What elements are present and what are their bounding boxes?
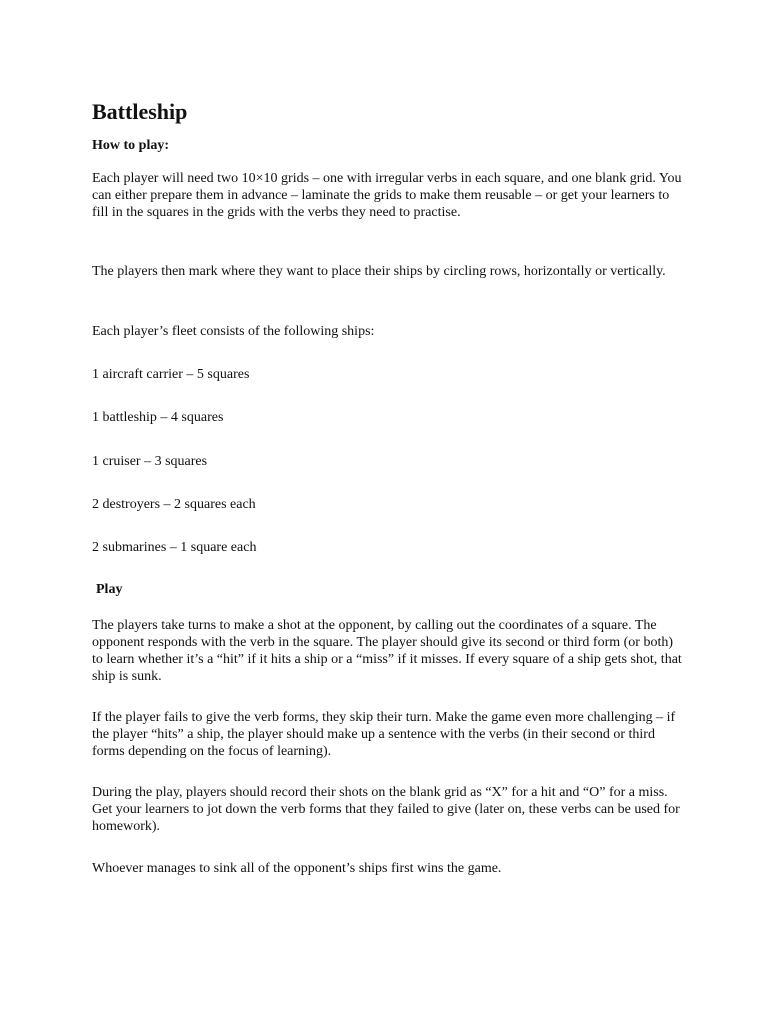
- play-rules-paragraph: The players take turns to make a shot at the opponent, by calling out the coordinates of a square. The opponent responds with the verb in the square. The player should give its second or third form (or both) to learn whether it’s a “hit” if it hits a ship or a “miss” if it misses. If every square of a ship gets shot, that ship is sunk.: [92, 618, 682, 684]
- ship-list-item: 2 destroyers – 2 squares each: [92, 497, 256, 512]
- intro-paragraph: Each player will need two 10×10 grids – one with irregular verbs in each square, and one blank grid. You can either prepare them in advance – laminate the grids to make them reusable – or get your learners to fill in the squares in the grids with the verbs they need to practise.: [92, 171, 682, 220]
- page-title: Battleship: [92, 99, 188, 124]
- play-heading: Play: [96, 582, 123, 597]
- win-condition-paragraph: Whoever manages to sink all of the opponent’s ships first wins the game.: [92, 861, 502, 876]
- ship-list-item: 1 battleship – 4 squares: [92, 410, 224, 425]
- ship-list-item: 1 aircraft carrier – 5 squares: [92, 367, 250, 382]
- ship-list-item: 2 submarines – 1 square each: [92, 540, 257, 555]
- skip-turn-paragraph: If the player fails to give the verb forms, they skip their turn. Make the game even more challenging – if the player “hits” a ship, the player should make up a sentence with the verbs (in their second or third forms depending on the focus of learning).: [92, 710, 676, 759]
- ship-list-item: 1 cruiser – 3 squares: [92, 454, 208, 469]
- how-to-play-heading: How to play:: [92, 138, 169, 153]
- fleet-intro: Each player’s fleet consists of the following ships:: [92, 324, 375, 339]
- ship-placement-paragraph: The players then mark where they want to place their ships by circling rows, horizontally or vertically.: [92, 264, 666, 279]
- record-shots-paragraph: During the play, players should record their shots on the blank grid as “X” for a hit and “O” for a miss. Get your learners to jot down the verb forms that they failed to give (later on, these verbs can be used for homework).: [92, 785, 680, 834]
